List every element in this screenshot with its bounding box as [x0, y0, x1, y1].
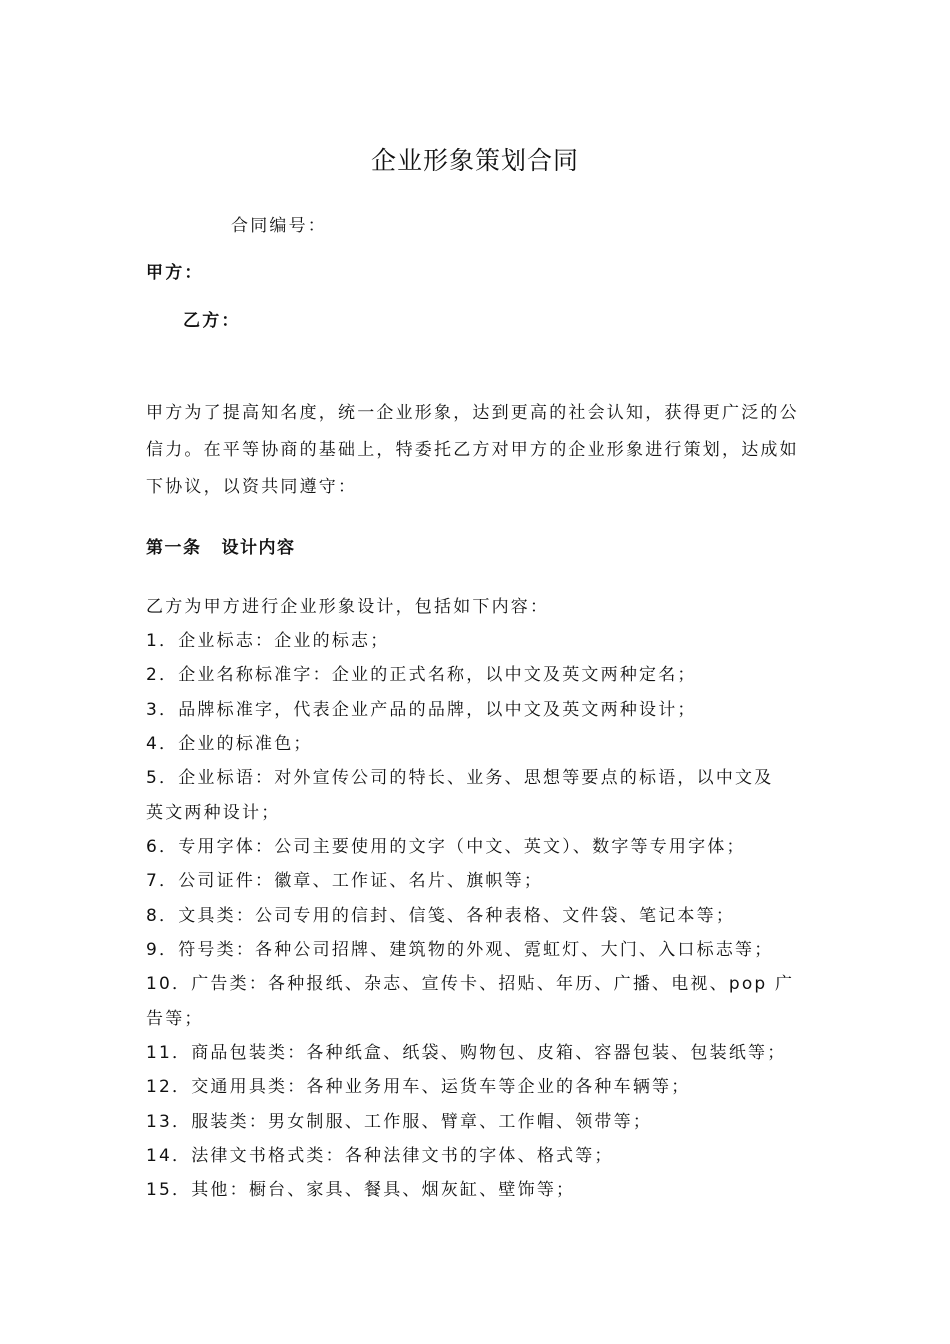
list-item: 6．专用字体：公司主要使用的文字（中文、英文）、数字等专用字体； — [146, 837, 746, 857]
list-item: 14．法律文书格式类：各种法律文书的字体、格式等； — [146, 1146, 614, 1166]
list-item: 5．企业标语：对外宣传公司的特长、业务、思想等要点的标语，以中文及 — [146, 768, 774, 788]
party-b-label: 乙方： — [183, 311, 241, 331]
list-item: 7．公司证件：徽章、工作证、名片、旗帜等； — [146, 871, 544, 891]
section-1-number: 第一条 — [146, 538, 202, 558]
list-item-continuation: 告等； — [146, 1009, 204, 1029]
list-item-continuation: 英文两种设计； — [146, 803, 281, 823]
party-a-label: 甲方： — [146, 263, 204, 283]
list-item: 15．其他：橱台、家具、餐具、烟灰缸、壁饰等； — [146, 1180, 576, 1200]
section-1-title: 设计内容 — [221, 538, 296, 558]
list-item: 13．服装类：男女制服、工作服、臂章、工作帽、领带等； — [146, 1112, 653, 1132]
list-item: 8．文具类：公司专用的信封、信笺、各种表格、文件袋、笔记本等； — [146, 906, 736, 926]
list-item: 12．交通用具类：各种业务用车、运货车等企业的各种车辆等； — [146, 1077, 691, 1097]
list-item: 10．广告类：各种报纸、杂志、宣传卡、招贴、年历、广播、电视、pop 广 — [146, 974, 795, 994]
section-1-heading — [146, 535, 296, 561]
list-item: 3．品牌标准字，代表企业产品的品牌，以中文及英文两种设计； — [146, 700, 697, 720]
intro-line-2: 信力。在平等协商的基础上，特委托乙方对甲方的企业形象进行策划，达成如 — [146, 440, 799, 460]
document-title: 企业形象策划合同 — [370, 146, 579, 175]
intro-line-1: 甲方为了提高知名度，统一企业形象，达到更高的社会认知，获得更广泛的公 — [146, 403, 799, 423]
list-item: 4．企业的标准色； — [146, 734, 313, 754]
list-item: 11．商品包装类：各种纸盒、纸袋、购物包、皮箱、容器包装、包装纸等； — [146, 1043, 787, 1063]
list-item: 1．企业标志：企业的标志； — [146, 631, 390, 651]
list-item: 9．符号类：各种公司招牌、建筑物的外观、霓虹灯、大门、入口标志等； — [146, 940, 774, 960]
intro-line-3: 下协议，以资共同遵守： — [146, 477, 358, 497]
contract-number-label: 合同编号： — [231, 216, 327, 236]
section-1-lead: 乙方为甲方进行企业形象设计，包括如下内容： — [146, 597, 550, 617]
list-item: 2．企业名称标准字：企业的正式名称，以中文及英文两种定名； — [146, 665, 697, 685]
